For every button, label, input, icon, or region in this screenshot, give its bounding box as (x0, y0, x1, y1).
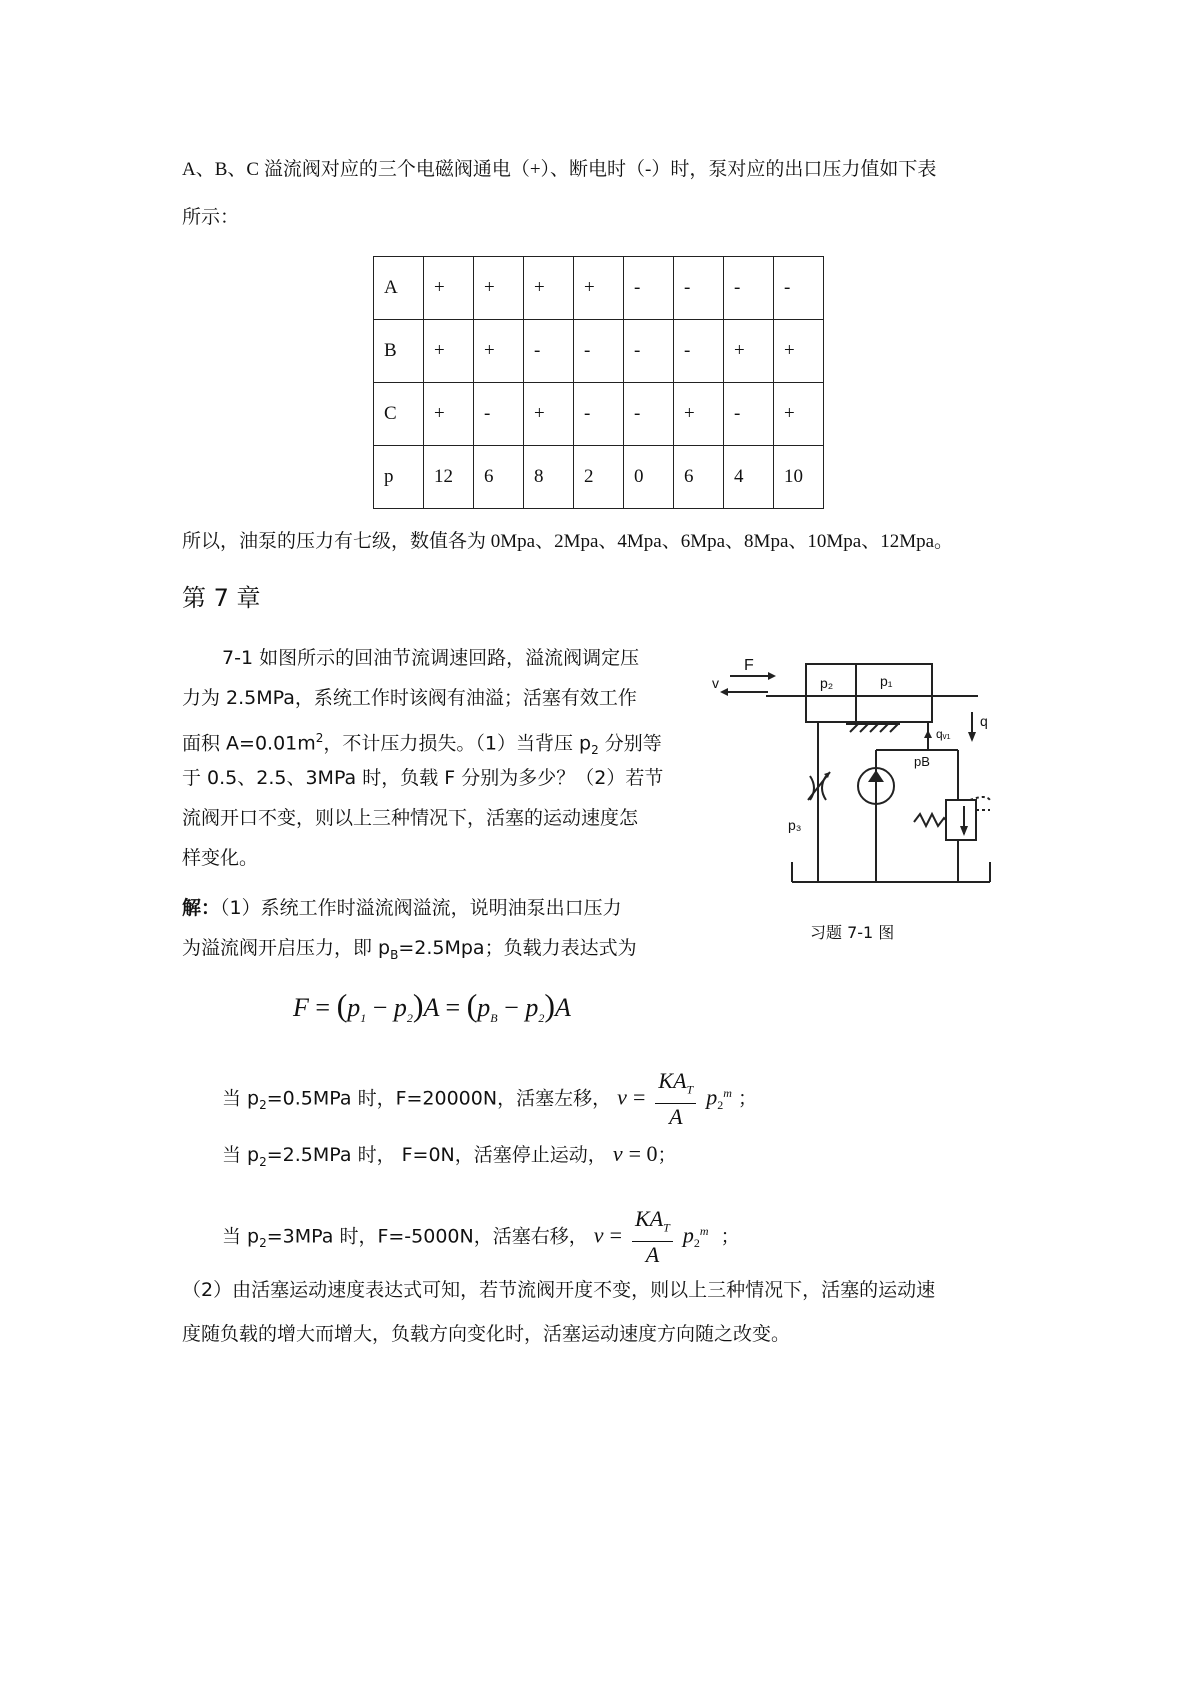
table-cell: + (674, 383, 724, 446)
table-cell: - (624, 383, 674, 446)
table-cell: - (774, 257, 824, 320)
table-cell: 6 (474, 446, 524, 509)
fig-label-v: v (712, 675, 719, 691)
intro-line-1: A、B、C 溢流阀对应的三个电磁阀通电（+）、断电时（-）时，泵对应的出口压力值如下表 (182, 159, 937, 180)
table-row (374, 257, 824, 320)
table-cell: 12 (424, 446, 474, 509)
fig-label-qv1: qᵥ₁ (936, 727, 951, 741)
table-cell: - (674, 320, 724, 383)
table-cell: - (574, 383, 624, 446)
table-cell: + (424, 383, 474, 446)
fig-label-pB: pB (914, 754, 930, 769)
conclusion-line-2: 度随负载的增大而增大，负载方向变化时，活塞运动速度方向随之改变。 (182, 1323, 791, 1345)
table-cell: 10 (774, 446, 824, 509)
problem-line-2: 力为 2.5MPa，系统工作时该阀有油溢；活塞有效工作 (182, 687, 637, 709)
fig-label-q: q (980, 713, 988, 729)
fig-label-F: F (744, 657, 754, 674)
intro-line-2: 所示： (182, 207, 240, 228)
table-cell: - (724, 383, 774, 446)
table-cell: + (574, 257, 624, 320)
table-cell: + (774, 383, 824, 446)
table-cell: - (624, 320, 674, 383)
table-cell: + (774, 320, 824, 383)
table-cell: - (724, 257, 774, 320)
table-cell: 0 (624, 446, 674, 509)
table-cell: + (474, 257, 524, 320)
case-1: 当 $p_2=0.5MPa$ 时，F=20000N，活塞左移， v = $\frac{KA_T}{A}$ $p_2^m$ ； (222, 1068, 757, 1129)
table-cell: - (574, 320, 624, 383)
solution-line-2: 为溢流阀开启压力，即 $p_B=2.5Mpa$；负载力表达式为 (182, 937, 637, 962)
problem-line-6: 样变化。 (182, 847, 259, 869)
pressure-summary: 所以，油泵的压力有七级，数值各为 0Mpa、2Mpa、4Mpa、6Mpa、8Mpa、10Mpa、12Mpa。 (182, 531, 954, 552)
valve-pressure-table (373, 256, 824, 509)
solution-line-1: 解：（1）系统工作时溢流阀溢流，说明油泵出口压力 (182, 897, 622, 919)
table-cell: + (524, 257, 574, 320)
chapter-title: 第 7 章 (182, 584, 261, 612)
table-cell: - (524, 320, 574, 383)
table-row (374, 320, 824, 383)
conclusion-line-1: （2）由活塞运动速度表达式可知，若节流阀开度不变，则以上三种情况下，活塞的运动速 (182, 1279, 936, 1301)
circuit-diagram (700, 650, 1000, 900)
case-3: 当 $p_2=3MPa$ 时，F=-5000N，活塞右移， v = $\frac{KA_T}{A}$ $p_2^m$ ； (222, 1206, 740, 1267)
fig-label-p3: p₃ (788, 817, 802, 833)
table-cell: 8 (524, 446, 574, 509)
problem-line-4: 于 0.5、2.5、3MPa 时，负载 F 分别为多少？（2）若节 (182, 767, 664, 789)
table-cell: 6 (674, 446, 724, 509)
fig-label-p1: p₁ (880, 673, 893, 689)
table-cell: + (724, 320, 774, 383)
table-cell: + (474, 320, 524, 383)
table-cell: 4 (724, 446, 774, 509)
table-cell: - (624, 257, 674, 320)
problem-line-1: 7-1 如图所示的回油节流调速回路，溢流阀调定压 (222, 647, 640, 669)
load-force-formula: $F = (p_1 - p_2)A = (p_B - p_2)A$ (293, 987, 571, 1026)
table-cell: + (524, 383, 574, 446)
table-cell: + (424, 257, 474, 320)
table-row (374, 446, 824, 509)
fig-label-p2: p₂ (820, 675, 834, 691)
table-cell: 2 (574, 446, 624, 509)
problem-line-5: 流阀开口不变，则以上三种情况下，活塞的运动速度怎 (182, 807, 639, 829)
table-cell: + (424, 320, 474, 383)
case-2: 当 $p_2=2.5MPa$ 时， F=0N，活塞停止运动， v = 0； (222, 1141, 677, 1169)
table-cell: - (674, 257, 724, 320)
table-row-header: C (374, 383, 424, 446)
solution-label: 解： (182, 897, 221, 919)
problem-line-3: 面积 $A=0.01m^2$，不计压力损失。（1）当背压 $p_2$ 分别等 (182, 731, 662, 758)
table-cell: - (474, 383, 524, 446)
table-row-header: A (374, 257, 424, 320)
table-row-header: B (374, 320, 424, 383)
figure-caption: 习题 7-1 图 (810, 923, 895, 942)
table-row (374, 383, 824, 446)
table-row-header: p (374, 446, 424, 509)
